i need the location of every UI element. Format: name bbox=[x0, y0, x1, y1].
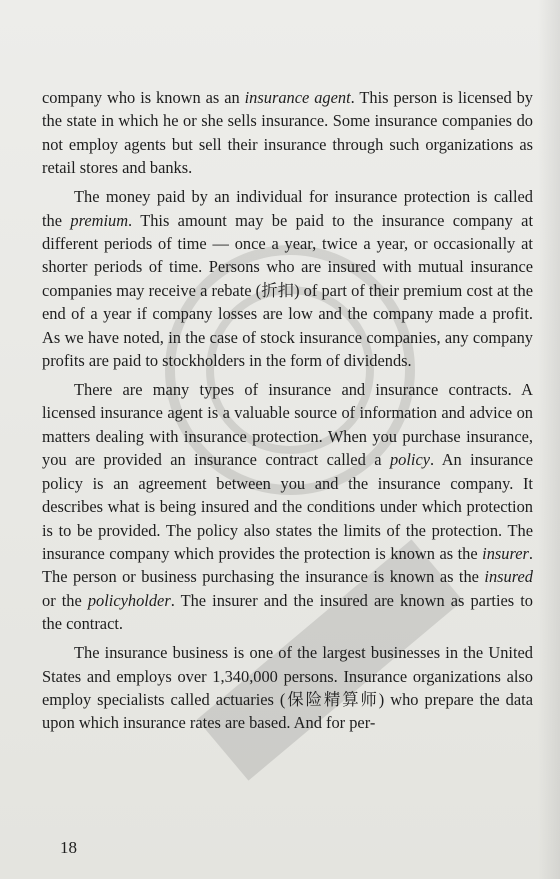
page-number: 18 bbox=[60, 838, 77, 857]
text-run: The money paid by an individual for insurance protection is called the bbox=[42, 187, 533, 230]
text-run: company who is known as an bbox=[42, 88, 245, 107]
text-run: . This person is licensed by the state in which he or she sells insurance. Some insurance companies do not employ agents but sell their insurance through such organizations as retail stores and banks. bbox=[42, 88, 533, 178]
paragraph-4 bbox=[42, 641, 533, 735]
italic-term: policyholder bbox=[87, 590, 171, 610]
text-run: . An insurance policy is an agreement between you and the insurance company. It describes what is being insured and the conditions under which protection is to be provided. The policy also states the limits of the protection. The insurance company which provides the protection is known as the bbox=[42, 450, 533, 563]
italic-term: insured bbox=[484, 567, 533, 587]
italic-term: insurer bbox=[482, 543, 529, 563]
paragraph-3 bbox=[42, 378, 533, 635]
paragraph-2 bbox=[42, 185, 533, 372]
italic-term: policy bbox=[389, 450, 431, 470]
text-run: The insurance business is one of the largest businesses in the United States and employs over 1,340,000 persons. Insurance organizations also employ specialists called actuaries (保险精算师) who prepare the data upon which insurance rates are based. And for per- bbox=[42, 643, 533, 733]
scan-shadow bbox=[538, 0, 560, 879]
text-run: There are many types of insurance and insurance contracts. A licensed insurance agent is a valuable source of information and advice on matters dealing with insurance protection. When you purchase insurance, you are provided an insurance contract called a bbox=[42, 380, 533, 470]
text-run: . The insurer and the insured are known as parties to the contract. bbox=[42, 590, 534, 634]
body-text bbox=[42, 86, 533, 735]
italic-term: insurance agent bbox=[244, 88, 351, 107]
text-run: or the bbox=[42, 590, 88, 610]
text-run: . The person or business purchasing the insurance is known as the bbox=[42, 543, 533, 587]
paragraph-1 bbox=[42, 86, 533, 180]
text-run: . This amount may be paid to the insurance company at different periods of time — once a year, twice a year, or occasionally at shorter periods of time. Persons who are insured with mutual insurance companies may receive a rebate (折扣) of part of their premium cost at the end of a year if company losses are low and the company made a profit. As we have noted, in the case of stock insurance companies, any company profits are paid to stockholders in the form of dividends. bbox=[42, 210, 533, 371]
italic-term: premium bbox=[70, 210, 129, 230]
